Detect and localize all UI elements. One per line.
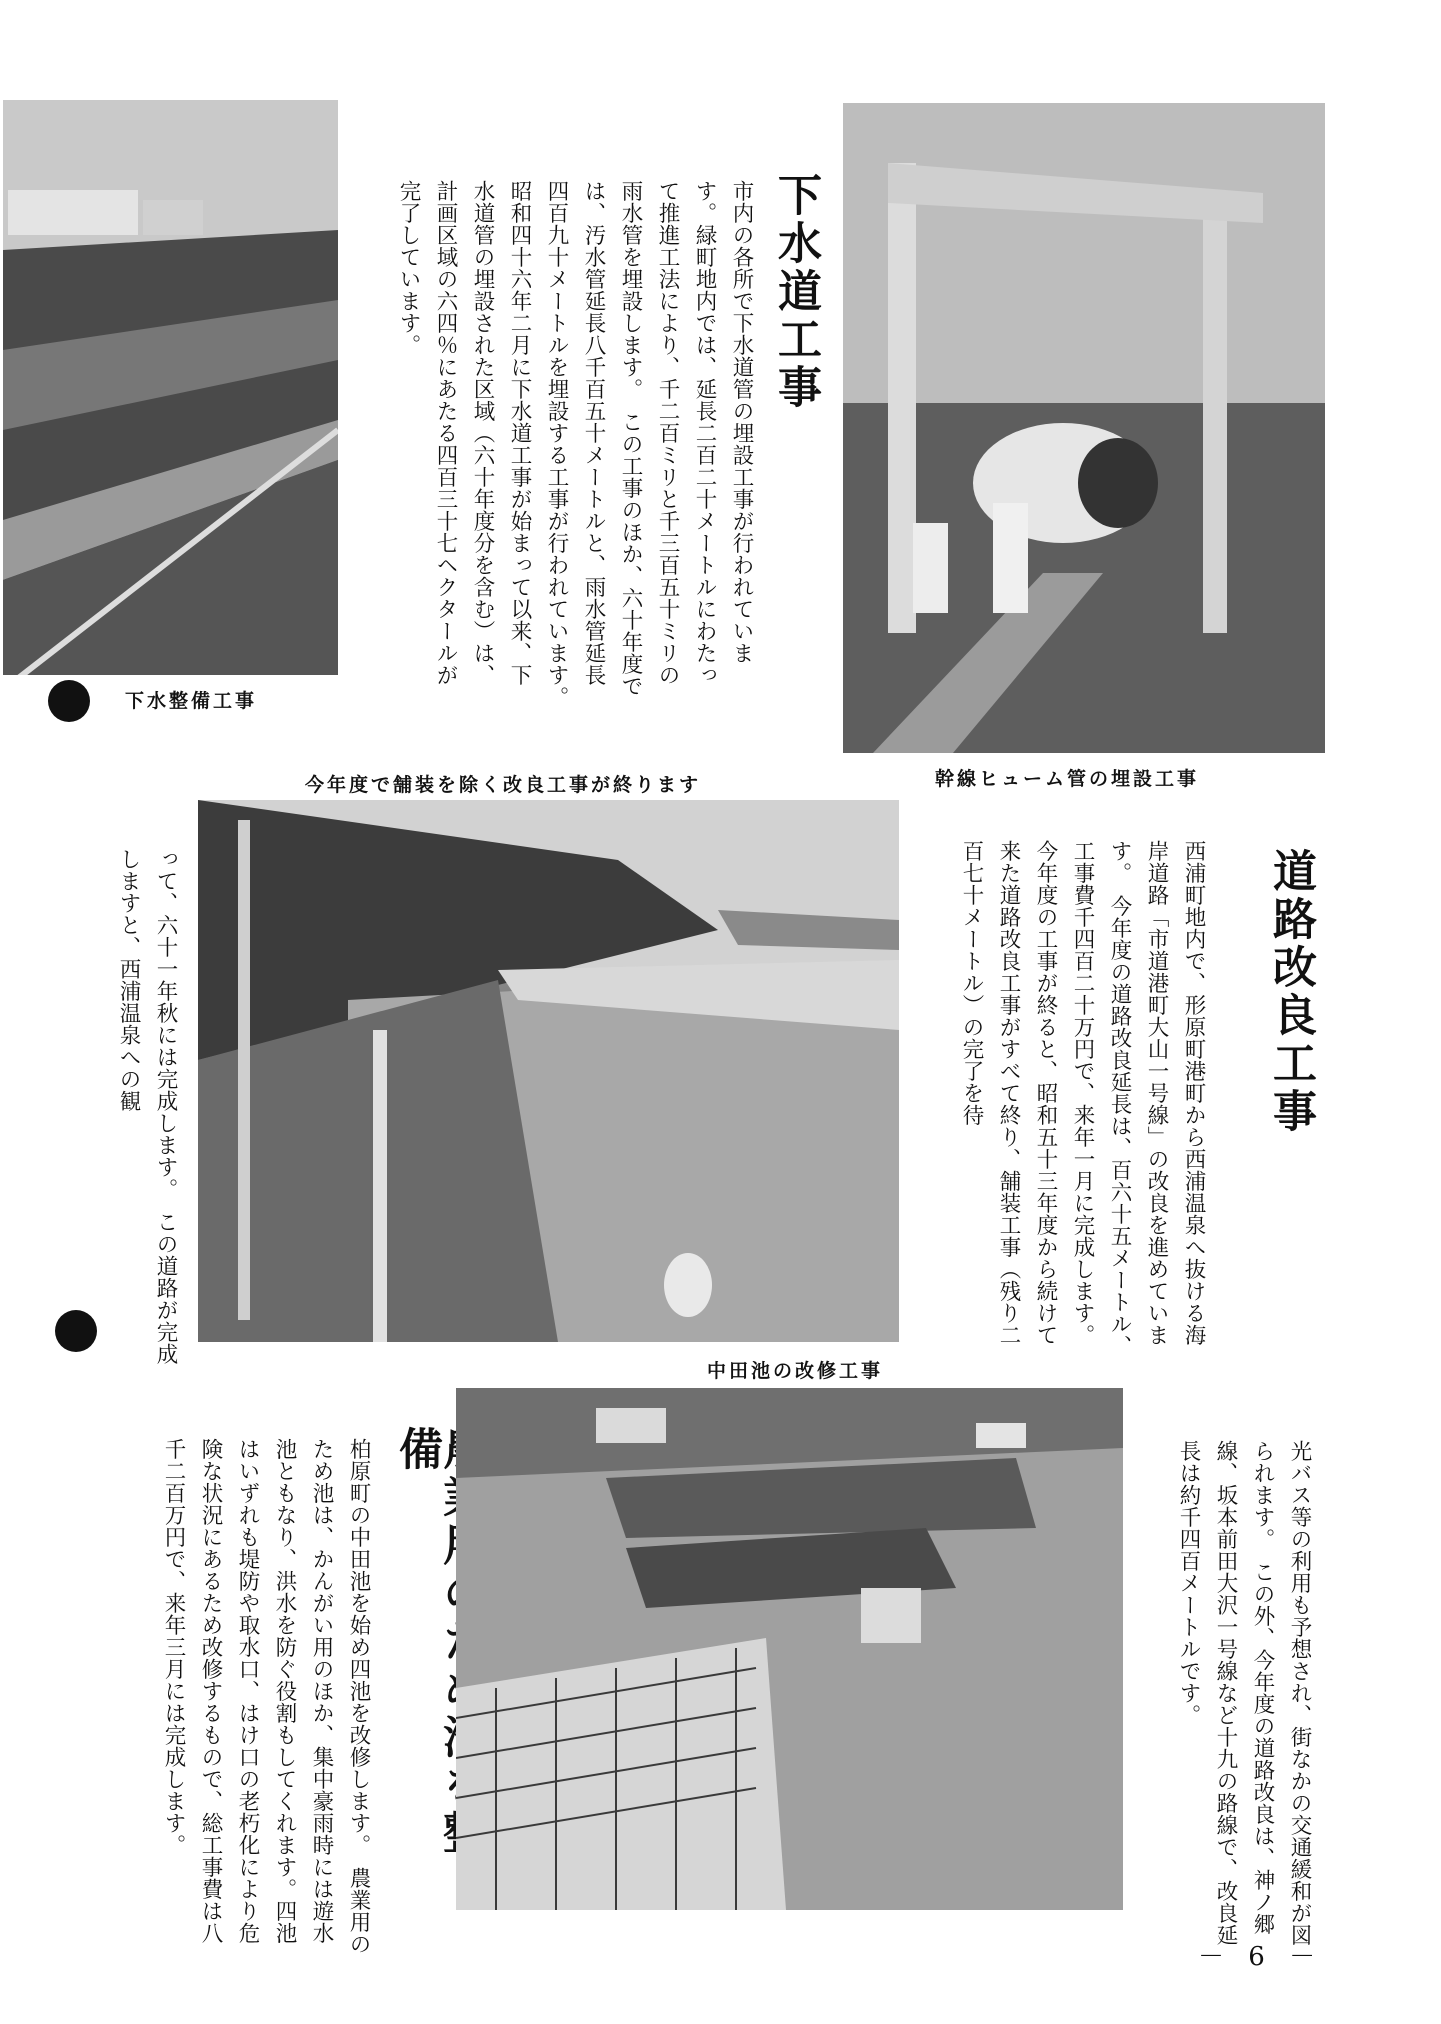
- heading-pond: 備: [391, 1426, 442, 1474]
- bullet-dot: [55, 1310, 97, 1352]
- caption-pond-photo: 中田池の改修工事: [707, 1360, 884, 1382]
- page-number: － 6 －: [1198, 1942, 1324, 1972]
- heading-road: 道路改良工事: [1265, 848, 1316, 1136]
- heading-sewer: 下水道工事: [770, 172, 821, 412]
- caption-road-photo: 今年度で舗装を除く改良工事が終ります: [305, 774, 702, 796]
- caption-sewer-photo: 下水整備工事: [125, 690, 258, 712]
- body-pond: 柏原町の中田池を始め四池を改修します。 農業用のため池は、かんがい用のほか、集中豪雨時には遊水池ともなり、洪水を防ぐ役割もしてくれます。四池はいずれも堤防や取水口、はけ口の老朽化により危険な状況にあるため改修するもので、総工事費は八千二百万円で、来年三月には完成します。: [161, 1438, 371, 1956]
- bullet-dot: [48, 680, 90, 722]
- photo-pond-renovation: [456, 1388, 1123, 1910]
- body-road-part1: 西浦町地内で、形原町港町から西浦温泉へ抜ける海岸道路「市道港町大山一号線」の改良を進めています。 今年度の道路改良延長は、百六十五メートル、工事費千四百二十万円で、来年一月に完成します。 今年度の工事が終ると、昭和五十三年度から続けて来た道路改良工事がすべて終り、舗装工事（残り二百七十メートル）の完了を待: [959, 840, 1206, 1358]
- body-road-part3: 光バス等の利用も予想され、街なかの交通緩和が図られます。 この外、今年度の道路改良は、神ノ郷線、坂本前田大沢一号線など十九の路線で、改良延長は約千四百メートルです。: [1176, 1440, 1312, 1946]
- photo-sewer-works: [3, 100, 338, 675]
- photo-coastal-road: [198, 800, 899, 1342]
- body-road-part2: って、六十一年秋には完成します。 この道路が完成しますと、西浦温泉への観: [116, 848, 178, 1366]
- photo-hume-pipe: [843, 103, 1325, 753]
- caption-pipe-photo: 幹線ヒューム管の埋設工事: [935, 768, 1200, 790]
- body-sewer: 市内の各所で下水道管の埋設工事が行われています。緑町地内では、延長二百二十メートルにわたって推進工法により、千二百ミリと千三百五十ミリの雨水管を埋設します。 この工事のほか、六十年度では、汚水管延長八千百五十メートルと、雨水管延長四百九十メートルを埋設する工事が行われています。 昭和四十六年二月に下水道工事が始まって以来、下水道管の埋設された区域（六十年度分を含む）は、計画区域の六四％にあたる四百三十七ヘクタールが完了しています。: [396, 180, 754, 720]
